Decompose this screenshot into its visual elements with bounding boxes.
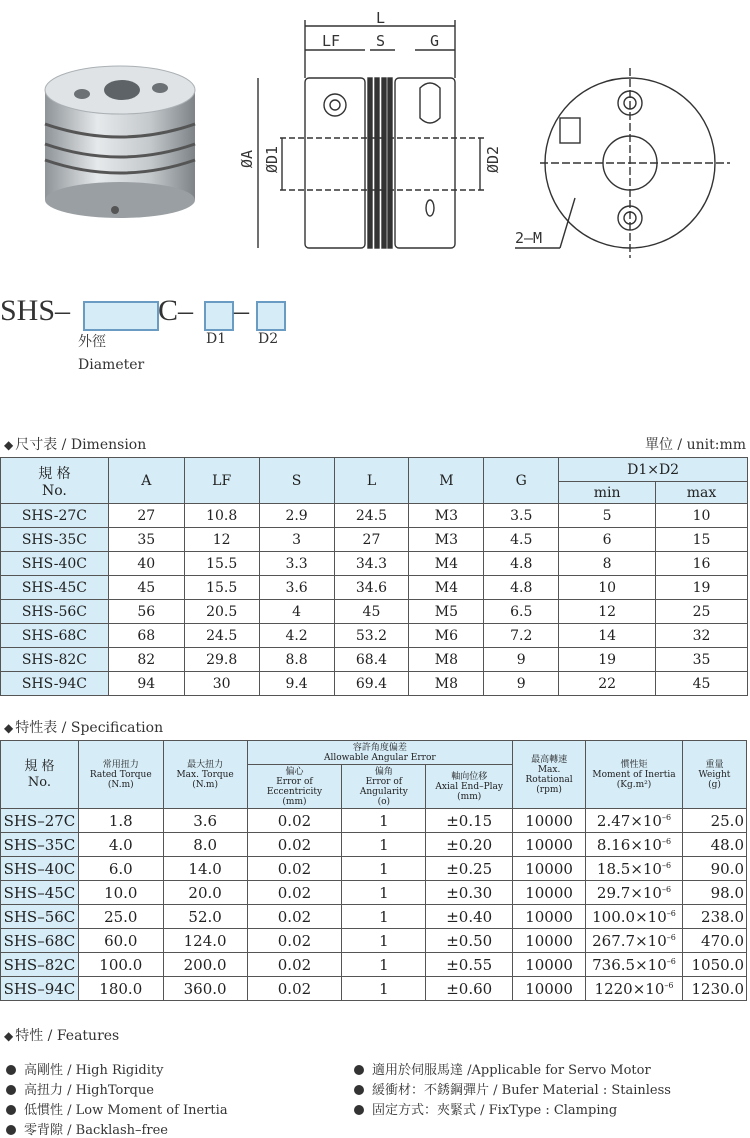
spec-cell: 10000 <box>513 881 586 905</box>
spec-cell: $1220\times 10^{-6}$ <box>586 977 683 1001</box>
dim-cell: M5 <box>409 600 484 624</box>
dim-cell: 9 <box>484 648 559 672</box>
spec-cell: 1 <box>342 977 426 1001</box>
spec-cell: $29.7\times 10^{-6}$ <box>586 881 683 905</box>
dim-cell: 4.8 <box>484 576 559 600</box>
dim-cell: 53.2 <box>334 624 409 648</box>
feature-item: 零背隙 / Backlash–free <box>6 1119 168 1138</box>
dim-cell: 68.4 <box>334 648 409 672</box>
spec-cell: 10.0 <box>78 881 163 905</box>
spec-cell-name: SHS–94C <box>1 977 79 1001</box>
d1-box <box>204 301 234 331</box>
dim-label-s: S <box>376 32 386 50</box>
spec-cell: 1.8 <box>78 809 163 833</box>
spec-cell: 10000 <box>513 905 586 929</box>
diameter-en-label: Diameter <box>78 357 145 373</box>
spec-cell: ±0.55 <box>426 953 513 977</box>
dim-cell: 3 <box>259 528 334 552</box>
spec-cell: $267.7\times 10^{-6}$ <box>586 929 683 953</box>
table-row <box>1 881 747 905</box>
spec-header-name: 規 格 No. <box>1 741 79 809</box>
spec-cell: 0.02 <box>247 881 342 905</box>
feature-item: 低慣性 / Low Moment of Inertia <box>6 1099 228 1118</box>
dim-label-d1: ØD1 <box>263 145 281 173</box>
dim-cell: 15.5 <box>184 576 259 600</box>
feature-item: 固定方式：夾緊式 / FixType : Clamping <box>354 1099 617 1118</box>
spec-cell: 0.02 <box>247 929 342 953</box>
spec-cell: ±0.25 <box>426 857 513 881</box>
unit-label: 單位 / unit:mm <box>644 437 746 453</box>
dim-cell-name: SHS-82C <box>1 648 109 672</box>
specification-table <box>0 740 747 1001</box>
dim-cell: M8 <box>409 648 484 672</box>
spec-cell: $8.16\times 10^{-6}$ <box>586 833 683 857</box>
table-row <box>1 672 748 696</box>
inertia-exponent: –6 <box>661 812 672 822</box>
dim-cell-name: SHS-27C <box>1 504 109 528</box>
spec-header-angularity: 偏角 Error of Angularity (o) <box>342 765 426 809</box>
dim-cell: 6.5 <box>484 600 559 624</box>
bullet-icon <box>354 1105 364 1115</box>
dim-header-g: G <box>484 458 559 504</box>
spec-header-inertia: 慣性矩 Moment of Inertia (Kg.m²) <box>586 741 683 809</box>
dim-cell: 9 <box>484 672 559 696</box>
feature-item: 高剛性 / High Rigidity <box>6 1059 163 1078</box>
spec-cell: 10000 <box>513 809 586 833</box>
spec-cell: 48.0 <box>682 833 746 857</box>
inertia-exponent: –6 <box>661 860 672 870</box>
spec-cell: 8.0 <box>163 833 247 857</box>
spec-cell: 0.02 <box>247 809 342 833</box>
dim-cell: 3.5 <box>484 504 559 528</box>
spec-header-max: 最大扭力 Max. Torque (N.m) <box>163 741 247 809</box>
spec-cell: 52.0 <box>163 905 247 929</box>
dim-cell: 20.5 <box>184 600 259 624</box>
coupling-photo <box>30 60 230 220</box>
order-dash: – <box>234 294 249 327</box>
dim-header-max: max <box>656 482 748 504</box>
dim-cell: 27 <box>108 504 184 528</box>
dim-header-m: M <box>409 458 484 504</box>
spec-cell: ±0.40 <box>426 905 513 929</box>
spec-cell: 238.0 <box>682 905 746 929</box>
bullet-icon <box>354 1065 364 1075</box>
spec-cell: 0.02 <box>247 833 342 857</box>
spec-cell: 1 <box>342 833 426 857</box>
spec-cell: 0.02 <box>247 905 342 929</box>
bullet-icon <box>6 1105 16 1115</box>
dim-cell: M3 <box>409 504 484 528</box>
order-c: C– <box>158 294 194 327</box>
dim-cell: 45 <box>656 672 748 696</box>
dim-label-lf: LF <box>322 32 341 50</box>
dim-cell-name: SHS-40C <box>1 552 109 576</box>
spec-cell: 25.0 <box>78 905 163 929</box>
dim-cell: 27 <box>334 528 409 552</box>
table-row <box>1 504 748 528</box>
spec-header-weight: 重量 Weight (g) <box>682 741 746 809</box>
dim-cell: 16 <box>656 552 748 576</box>
spec-cell-name: SHS–35C <box>1 833 79 857</box>
spec-cell: 360.0 <box>163 977 247 1001</box>
table-row <box>1 552 748 576</box>
dim-cell: 30 <box>184 672 259 696</box>
feature-item: 適用於伺服馬達 /Applicable for Servo Motor <box>354 1059 651 1078</box>
dim-cell: 4.8 <box>484 552 559 576</box>
dim-header-name: 規 格 No. <box>1 458 109 504</box>
diamond-icon: ◆ <box>4 1029 14 1043</box>
spec-header-rated: 常用扭力 Rated Torque (N.m) <box>78 741 163 809</box>
dim-cell: 40 <box>108 552 184 576</box>
table-row <box>1 905 747 929</box>
spec-header-rpm: 最高轉速 Max. Rotational (rpm) <box>513 741 586 809</box>
dim-cell: 10.8 <box>184 504 259 528</box>
technical-drawing <box>230 8 750 258</box>
dim-cell: 25 <box>656 600 748 624</box>
specification-title: ◆ 特性表 / Specification <box>4 720 164 736</box>
dim-header-s: S <box>259 458 334 504</box>
spec-cell: 10000 <box>513 857 586 881</box>
dim-cell: 69.4 <box>334 672 409 696</box>
dim-cell: 9.4 <box>259 672 334 696</box>
spec-cell: 124.0 <box>163 929 247 953</box>
spec-cell: 1230.0 <box>682 977 746 1001</box>
bullet-icon <box>6 1125 16 1135</box>
dim-label-l: L <box>376 9 386 27</box>
spec-cell: 10000 <box>513 929 586 953</box>
spec-cell: 14.0 <box>163 857 247 881</box>
table-row <box>1 624 748 648</box>
dim-cell: 68 <box>108 624 184 648</box>
dim-cell-name: SHS-35C <box>1 528 109 552</box>
spec-cell: 1 <box>342 929 426 953</box>
dim-cell: 5 <box>559 504 656 528</box>
dim-cell-name: SHS-94C <box>1 672 109 696</box>
dim-cell: 12 <box>184 528 259 552</box>
spec-cell: 0.02 <box>247 857 342 881</box>
spec-cell: 100.0 <box>78 953 163 977</box>
bullet-icon <box>6 1085 16 1095</box>
bullet-icon <box>6 1065 16 1075</box>
spec-cell: 90.0 <box>682 857 746 881</box>
dim-cell: 82 <box>108 648 184 672</box>
dim-cell: M4 <box>409 552 484 576</box>
table-row <box>1 977 747 1001</box>
inertia-exponent: –6 <box>666 956 676 966</box>
spec-cell: $736.5\times 10^{-6}$ <box>586 953 683 977</box>
d1-label: D1 <box>206 331 227 347</box>
spec-header-axial: 軸向位移 Axial End–Play (mm) <box>426 765 513 809</box>
dim-cell-name: SHS-45C <box>1 576 109 600</box>
spec-cell: 1 <box>342 953 426 977</box>
spec-cell: 1 <box>342 809 426 833</box>
spec-cell: 10000 <box>513 977 586 1001</box>
spec-cell: $18.5\times 10^{-6}$ <box>586 857 683 881</box>
inertia-exponent: –6 <box>664 980 674 990</box>
dim-cell: 8.8 <box>259 648 334 672</box>
spec-cell: ±0.15 <box>426 809 513 833</box>
dimension-table <box>0 457 748 696</box>
spec-cell: 1 <box>342 905 426 929</box>
dim-cell: 6 <box>559 528 656 552</box>
dim-header-d1d2: D1×D2 <box>559 458 748 482</box>
dim-cell: 12 <box>559 600 656 624</box>
dim-cell: 24.5 <box>334 504 409 528</box>
dim-cell: 15 <box>656 528 748 552</box>
dim-cell: 29.8 <box>184 648 259 672</box>
dim-header-lf: LF <box>184 458 259 504</box>
dim-cell: 10 <box>559 576 656 600</box>
spec-cell: 0.02 <box>247 953 342 977</box>
spec-cell: 6.0 <box>78 857 163 881</box>
dim-cell: 4 <box>259 600 334 624</box>
spec-cell: 0.02 <box>247 977 342 1001</box>
inertia-exponent: –6 <box>666 932 676 942</box>
table-row <box>1 648 748 672</box>
dim-header-l: L <box>334 458 409 504</box>
spec-cell: 1050.0 <box>682 953 746 977</box>
dim-header-a: A <box>108 458 184 504</box>
spec-cell: ±0.30 <box>426 881 513 905</box>
diamond-icon: ◆ <box>4 438 14 452</box>
dim-cell: 15.5 <box>184 552 259 576</box>
dim-header-min: min <box>559 482 656 504</box>
d2-box <box>256 301 286 331</box>
dim-label-d2: ØD2 <box>484 145 502 173</box>
dim-cell: M6 <box>409 624 484 648</box>
spec-cell-name: SHS–82C <box>1 953 79 977</box>
spec-cell: 4.0 <box>78 833 163 857</box>
dim-cell: 2.9 <box>259 504 334 528</box>
dim-cell-name: SHS-56C <box>1 600 109 624</box>
spec-cell: $100.0\times 10^{-6}$ <box>586 905 683 929</box>
dim-cell: 94 <box>108 672 184 696</box>
features-title: ◆ 特性 / Features <box>4 1028 120 1044</box>
table-row <box>1 528 748 552</box>
inertia-exponent: –6 <box>661 836 672 846</box>
table-row <box>1 857 747 881</box>
spec-cell: $2.47\times 10^{-6}$ <box>586 809 683 833</box>
dim-cell: 35 <box>108 528 184 552</box>
spec-cell: 470.0 <box>682 929 746 953</box>
dim-cell: 56 <box>108 600 184 624</box>
order-prefix: SHS– <box>0 294 71 327</box>
spec-cell: 20.0 <box>163 881 247 905</box>
inertia-exponent: –6 <box>666 908 676 918</box>
dim-cell: 34.3 <box>334 552 409 576</box>
dim-cell: 3.6 <box>259 576 334 600</box>
bullet-icon <box>354 1085 364 1095</box>
dim-cell: 4.2 <box>259 624 334 648</box>
dim-label-m: 2–M <box>515 229 543 247</box>
d2-label: D2 <box>258 331 279 347</box>
spec-cell: ±0.60 <box>426 977 513 1001</box>
dim-cell: 45 <box>334 600 409 624</box>
spec-header-eccentricity: 偏心 Error of Eccentricity (mm) <box>247 765 342 809</box>
spec-cell: 60.0 <box>78 929 163 953</box>
diameter-box <box>83 301 159 331</box>
spec-cell-name: SHS–27C <box>1 809 79 833</box>
spec-cell: 10000 <box>513 833 586 857</box>
table-row <box>1 833 747 857</box>
dim-label-a: ØA <box>238 149 256 168</box>
spec-cell: 25.0 <box>682 809 746 833</box>
inertia-exponent: –6 <box>661 884 672 894</box>
spec-cell-name: SHS–40C <box>1 857 79 881</box>
spec-cell-name: SHS–68C <box>1 929 79 953</box>
dim-cell: 34.6 <box>334 576 409 600</box>
spec-cell: 180.0 <box>78 977 163 1001</box>
table-row <box>1 953 747 977</box>
dim-cell: 8 <box>559 552 656 576</box>
dim-cell: 19 <box>656 576 748 600</box>
spec-cell-name: SHS–56C <box>1 905 79 929</box>
dim-cell: 14 <box>559 624 656 648</box>
dim-cell: 24.5 <box>184 624 259 648</box>
dim-cell: 22 <box>559 672 656 696</box>
spec-cell: 3.6 <box>163 809 247 833</box>
spec-cell: ±0.20 <box>426 833 513 857</box>
dim-label-g: G <box>430 32 440 50</box>
dim-cell: M3 <box>409 528 484 552</box>
spec-cell: 1 <box>342 857 426 881</box>
dim-cell: M8 <box>409 672 484 696</box>
order-code <box>0 290 360 380</box>
dim-cell: 45 <box>108 576 184 600</box>
dim-cell: 10 <box>656 504 748 528</box>
spec-cell: 1 <box>342 881 426 905</box>
diamond-icon: ◆ <box>4 721 14 735</box>
spec-cell: 98.0 <box>682 881 746 905</box>
feature-item: 緩衝材：不銹鋼彈片 / Bufer Material : Stainless <box>354 1079 671 1098</box>
spec-header-angular: 容許角度偏差 Allowable Angular Error <box>247 741 513 765</box>
dim-cell: 7.2 <box>484 624 559 648</box>
table-row <box>1 929 747 953</box>
dim-cell-name: SHS-68C <box>1 624 109 648</box>
dim-cell: 19 <box>559 648 656 672</box>
table-row <box>1 576 748 600</box>
spec-cell: 200.0 <box>163 953 247 977</box>
dim-cell: 32 <box>656 624 748 648</box>
spec-cell: 10000 <box>513 953 586 977</box>
dimension-title: ◆ 尺寸表 / Dimension <box>4 437 147 453</box>
spec-cell: ±0.50 <box>426 929 513 953</box>
dim-cell: 4.5 <box>484 528 559 552</box>
feature-item: 高扭力 / HighTorque <box>6 1079 154 1098</box>
dim-cell: 35 <box>656 648 748 672</box>
diameter-cn-label: 外徑 <box>78 334 106 350</box>
dim-cell: M4 <box>409 576 484 600</box>
table-row <box>1 809 747 833</box>
table-row <box>1 600 748 624</box>
spec-cell-name: SHS–45C <box>1 881 79 905</box>
dim-cell: 3.3 <box>259 552 334 576</box>
